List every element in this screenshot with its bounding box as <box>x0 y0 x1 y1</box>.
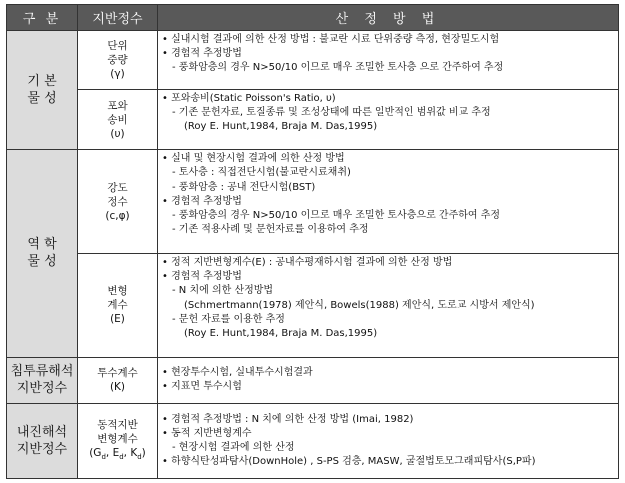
method-line: (Roy E. Hunt,1984, Braja M. Das,1995) <box>184 121 378 133</box>
table-row <box>7 253 619 357</box>
param-line: 동적지반 <box>97 419 138 432</box>
method-line: • 실내 및 현장시험 결과에 의한 산정 방법 <box>162 153 345 165</box>
method-line: • 경험적 추정방법 <box>162 48 242 60</box>
category-mechanical <box>7 150 78 357</box>
category-seepage <box>7 357 78 404</box>
table-row <box>7 90 619 150</box>
method-line: - 풍화암층의 경우 N>50/10 이므로 매우 조밀한 토사층 으로 간주하여 추정 <box>172 62 504 74</box>
param-poisson <box>78 90 158 150</box>
header-parameter: 지반정수 <box>78 5 158 31</box>
param-dynamic-modulus <box>78 404 158 479</box>
category-line: 기 본 <box>27 74 57 90</box>
param-line: (υ) <box>110 127 125 140</box>
param-line: 변형계수 <box>97 433 138 446</box>
category-line: 내진해석 <box>16 425 68 441</box>
param-line: (K) <box>109 381 126 394</box>
table-row <box>7 404 619 479</box>
method-line: • 포와송비(Static Poisson's Ratio, υ) <box>162 93 336 105</box>
param-line: 변형 <box>107 285 128 298</box>
param-line: (c,φ) <box>105 209 130 222</box>
param-permeability <box>78 357 158 404</box>
method-line: • 경험적 추정방법 <box>162 271 242 283</box>
method-poisson <box>158 90 619 150</box>
header-category: 구 분 <box>7 5 78 31</box>
header-method: 산 정 방 법 <box>158 5 619 31</box>
method-line: • 경험적 추정방법 : N 치에 의한 산정 방법 (Imai, 1982) <box>162 413 414 425</box>
param-line: 계수 <box>107 299 128 312</box>
param-line: (E) <box>110 313 125 326</box>
method-unit-weight <box>158 30 619 89</box>
table-container <box>6 4 618 479</box>
table-row <box>7 150 619 254</box>
method-line: • 정적 지반변형계수(E) : 공내수평재하시험 결과에 의한 산정 방법 <box>162 256 453 268</box>
param-strength <box>78 150 158 254</box>
param-line: (γ) <box>110 67 125 80</box>
param-line: 정수 <box>107 195 128 208</box>
category-line: 역 학 <box>27 237 57 253</box>
method-line: - 문헌 자료를 이용한 추정 <box>172 313 285 325</box>
category-line: 물 성 <box>27 254 57 270</box>
method-line: - 토사층 : 직접전단시험(불교란시료채취) <box>172 167 351 179</box>
method-line: - 기존 문헌자료, 토질종류 및 조성상태에 따른 일반적인 범위값 비교 추정 <box>172 107 491 119</box>
table-row <box>7 357 619 404</box>
method-line: - N 치에 의한 산정방법 <box>172 285 274 297</box>
category-line: 물 성 <box>27 91 57 107</box>
method-line: - 풍화암층의 경우 N>50/10 이므로 매우 조밀한 토사층으로 간주하여 추정 <box>172 210 501 221</box>
param-line: 송비 <box>107 113 128 126</box>
method-line: - 기존 적용사례 및 문헌자료를 이용하여 추정 <box>172 224 369 236</box>
method-line: • 하향식탄성파탐사(DownHole) , S-PS 검층, MASW, 굴절법토모그래피탐사(S,P파) <box>162 456 536 468</box>
method-line: • 현장투수시험, 실내투수시험결과 <box>162 367 313 379</box>
param-line: 강도 <box>107 181 128 194</box>
param-line: 단위 <box>107 39 128 52</box>
param-line: 포와 <box>107 99 128 112</box>
method-line: • 실내시험 결과에 의한 산정 방법 : 불교란 시료 단위중량 측정, 현장밀도시험 <box>162 33 500 45</box>
method-strength <box>158 150 619 254</box>
category-line: 지반정수 <box>16 442 68 458</box>
category-line: 침투류해석 <box>10 364 74 380</box>
table-row <box>7 30 619 89</box>
method-permeability <box>158 357 619 404</box>
method-deformation <box>158 253 619 357</box>
method-line: - 풍화암층 : 공내 전단시험(BST) <box>172 181 316 193</box>
parameter-table <box>6 4 619 479</box>
method-line: - 현장시험 결과에 의한 산정 <box>172 442 295 454</box>
method-line: • 동적 지반변형계수 <box>162 427 252 439</box>
method-line: (Schmertmann(1978) 제안식, Bowels(1988) 제안식, 도로교 시방서 제안식) <box>184 299 535 311</box>
param-line: 중량 <box>107 53 128 66</box>
param-unit-weight <box>78 30 158 89</box>
category-seismic <box>7 404 78 479</box>
header-row <box>7 5 619 31</box>
method-line: • 지표면 투수시험 <box>162 381 242 393</box>
method-dynamic-modulus <box>158 404 619 479</box>
category-line: 지반정수 <box>16 381 68 397</box>
param-deformation <box>78 253 158 357</box>
method-line: • 경험적 추정방법 <box>162 195 242 207</box>
param-line: 투수계수 <box>97 367 138 380</box>
method-line: (Roy E. Hunt,1984, Braja M. Das,1995) <box>184 327 378 339</box>
category-basic <box>7 30 78 149</box>
param-symbols: ($G_d$, $E_d$, $K_d$) <box>89 447 146 462</box>
